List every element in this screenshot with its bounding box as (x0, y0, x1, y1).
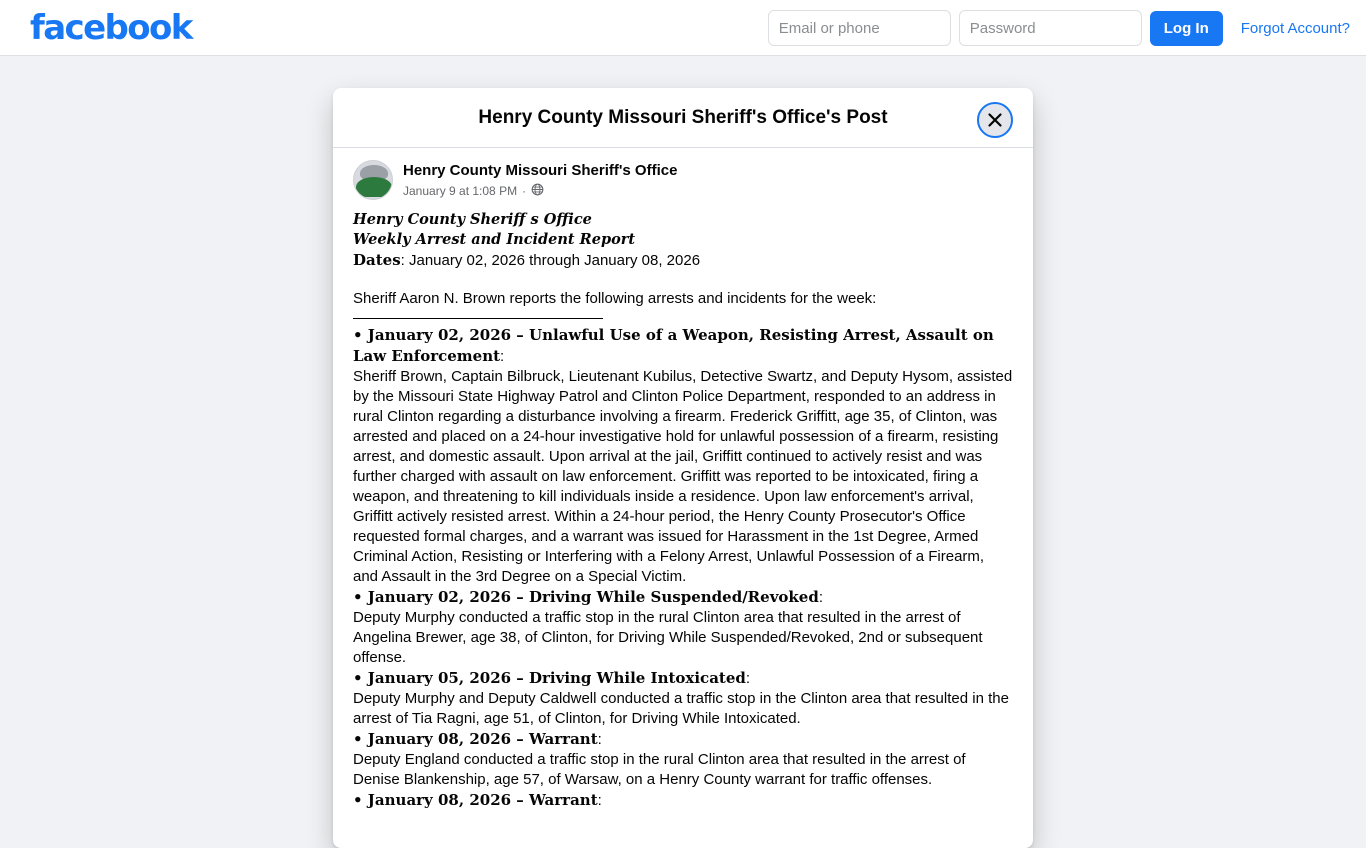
email-or-phone-input[interactable] (768, 10, 951, 46)
forgot-account-link[interactable]: Forgot Account? (1240, 19, 1350, 37)
entry-heading-suffix: : (597, 731, 602, 748)
entry-heading-text: • January 05, 2026 – Driving While Intoxicated (353, 669, 746, 687)
entry-heading (353, 790, 1013, 811)
entry-body: Deputy Murphy and Deputy Caldwell conducted a traffic stop in the Clinton area that resulted in the arrest of Tia Ragni, age 51, of Clinton, for Driving While Intoxicated. (353, 690, 1009, 727)
post-dialog (333, 88, 1033, 848)
dialog-title: Henry County Missouri Sheriff's Office's Post (478, 106, 888, 128)
post-content (333, 148, 1033, 847)
separator-dot: · (522, 184, 527, 198)
close-icon (987, 112, 1003, 128)
entry-heading-text: • January 02, 2026 – Unlawful Use of a Weapon, Resisting Arrest, Assault on Law Enforcement (353, 326, 994, 365)
post-meta (403, 183, 677, 199)
entry-heading (353, 729, 1013, 750)
post-dates-line (353, 250, 1013, 271)
dialog-header (333, 88, 1033, 148)
password-input[interactable] (959, 10, 1142, 46)
facebook-logo[interactable]: facebook (30, 7, 192, 48)
entry-heading (353, 587, 1013, 608)
entry-heading (353, 668, 1013, 689)
post-heading-line1: Henry County Sheriff s Office (353, 211, 592, 228)
divider-rule (353, 318, 603, 319)
facebook-top-bar (0, 0, 1366, 56)
entry-heading-suffix: : (500, 348, 505, 365)
post-header (353, 160, 1013, 200)
post-heading-line2: Weekly Arrest and Incident Report (353, 231, 636, 248)
entry-heading-suffix: : (597, 792, 602, 809)
spacer-1 (353, 271, 1013, 289)
post-timestamp[interactable]: January 9 at 1:08 PM (403, 184, 518, 198)
login-area (768, 0, 1350, 56)
post-text (353, 210, 1013, 811)
entry-heading-text: • January 08, 2026 – Warrant (353, 730, 598, 748)
entry-body: Deputy England conducted a traffic stop in the rural Clinton area that resulted in the arrest of Denise Blankenship, age 57, of Warsaw, on a Henry County warrant for traffic offenses. (353, 751, 966, 788)
close-button[interactable] (977, 102, 1013, 138)
author-name[interactable]: Henry County Missouri Sheriff's Office (403, 162, 678, 179)
avatar-shape-bottom (356, 177, 392, 197)
entry-heading (353, 325, 1013, 367)
dates-label: Dates (353, 251, 401, 269)
avatar[interactable] (353, 160, 393, 200)
entry-body: Deputy Murphy conducted a traffic stop in the rural Clinton area that resulted in the arrest of Angelina Brewer, age 38, of Clinton, for Driving While Suspended/Revoked, 2nd or subsequent offense. (353, 609, 983, 666)
log-in-button[interactable]: Log In (1150, 11, 1223, 46)
author-block (403, 160, 677, 199)
entry-heading-text: • January 08, 2026 – Warrant (353, 791, 598, 809)
post-intro: Sheriff Aaron N. Brown reports the following arrests and incidents for the week: (353, 290, 877, 307)
dates-value: : January 02, 2026 through January 08, 2026 (400, 252, 701, 269)
entry-heading-text: • January 02, 2026 – Driving While Suspended/Revoked (353, 588, 819, 606)
entry-body: Sheriff Brown, Captain Bilbruck, Lieutenant Kubilus, Detective Swartz, and Deputy Hysom, assisted by the Missouri State Highway Patrol and Clinton Police Department, responded to an address in rural Clinton regarding a disturbance involving a firearm. Frederick Griffitt, age 35, of Clinton, was arrested and placed on a 24-hour investigative hold for unlawful possession of a firearm, resisting arrest, and domestic assault. Upon arrival at the jail, Griffitt continued to actively resist and was further charged with assault on law enforcement. Griffitt was reported to be intoxicated, firing a weapon, and threatening to kill individuals inside a residence. Upon law enforcement's arrival, Griffitt actively resisted arrest. Within a 24-hour period, the Henry County Prosecutor's Office requested formal charges, and a warrant was issued for Harassment in the 1st Degree, Armed Criminal Action, Resisting or Interfering with a Felony Arrest, Unlawful Possession of a Firearm, and Assault in the 3rd Degree on a Special Victim. (353, 368, 1013, 585)
entry-heading-suffix: : (818, 589, 824, 606)
entry-heading-suffix: : (745, 670, 751, 687)
globe-icon (531, 183, 544, 199)
